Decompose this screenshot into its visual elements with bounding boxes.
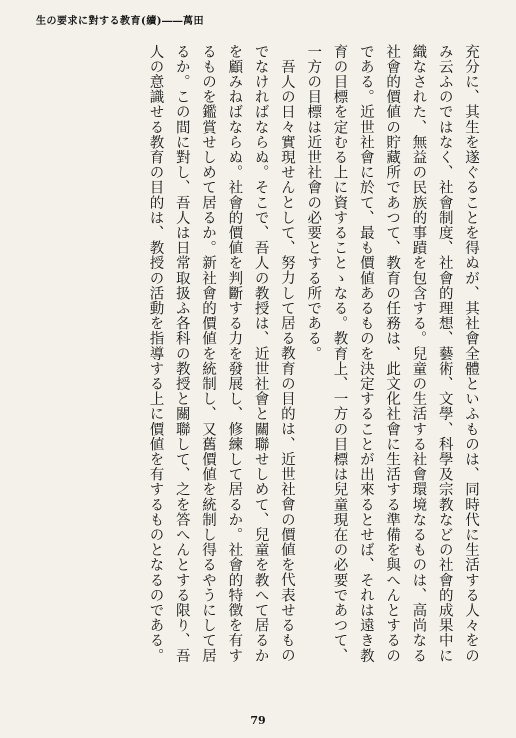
paragraph-2: 吾人の日々實現せんとして、努力して居る教育の目的は、近世社會の價値を代表せるものでなければならぬ。そこで、吾人の教授は、近世社會と關聯せしめて、兒童を教へて居るかを顧みねばならぬ。社會的價値を判斷する力を發展し、修練して居るか。社會的特徴を有するものを鑑賞せしめて居るか。新社會的價値を統制し、又舊價値を統制し得るやうにして居るか。この間に對し、吾人は日常取扱ふ各科の教授と關聯して、之を答へんとする限り、吾人の意識せる教育の目的は、教授の活動を指導する上に價値を有するものとなるのである。 bbox=[147, 44, 295, 664]
page-number: 79 bbox=[250, 714, 266, 727]
paragraph-1-text: ではなく、社會制度、社會的理想、藝術、文學、科學及宗教などの社會的成果中に織なされた、無益の民族的事蹟を包含する。兒童の生活する社會環境なるものは、高尚なる社會的價値の貯藏所であつて、教育の任務は、此文化社會に生活する準備を與へんとするのである。近世社會に於て、最も價値あるものを決定することが出來るとせば、それは遠き教育の目標を定むる上に資することゝなる。教育上、一方の目標は兒童現在の必要であつて、一方の目標は近世社會の必要とする所である。 bbox=[305, 44, 453, 664]
running-head: 生の要求に對する教育(續)――萬田 bbox=[36, 16, 204, 27]
lead-fragment: 充分に、其生を遂ぐることを得ぬが、其社會全體といふものは、同時代に生活する人々をのみ云ふの bbox=[436, 44, 479, 664]
paragraph-1 bbox=[300, 44, 484, 674]
body-text bbox=[34, 44, 484, 674]
